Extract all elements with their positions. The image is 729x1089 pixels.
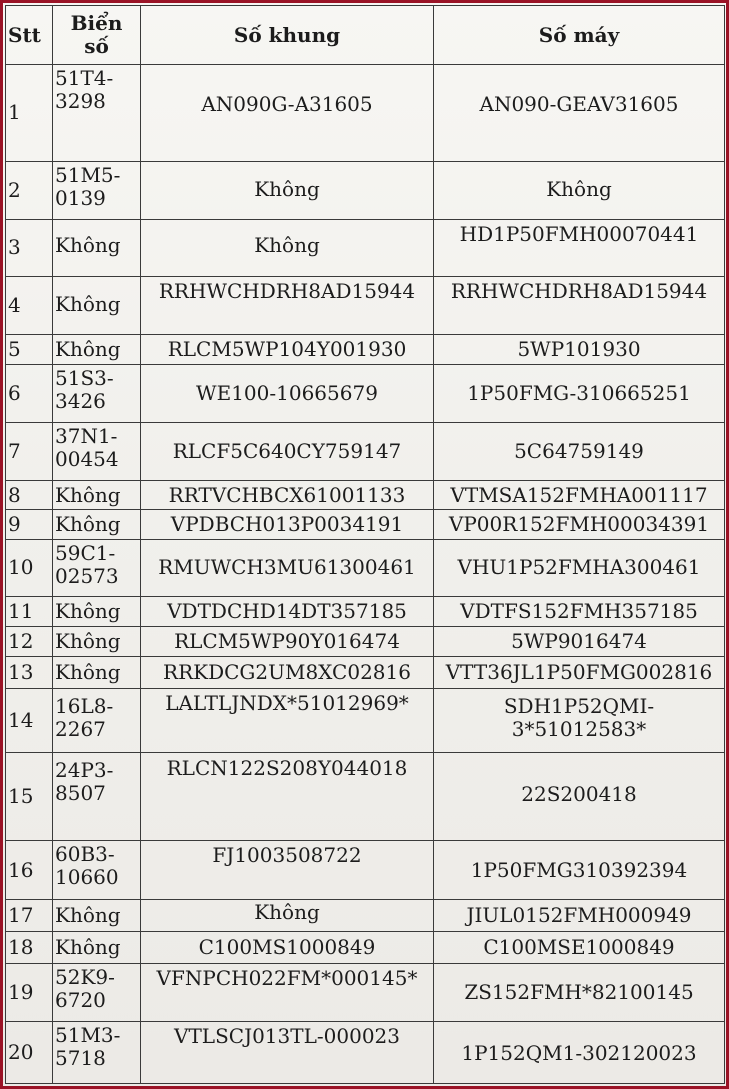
- cell-so-may: HD1P50FMH00070441: [434, 220, 725, 276]
- cell-stt: 14: [6, 688, 53, 753]
- table-row: [6, 220, 725, 276]
- bien-so-line2: 3298: [55, 89, 106, 113]
- cell-so-khung: RRHWCHDRH8AD15944: [141, 276, 434, 334]
- cell-so-khung: VTLSCJ013TL-000023: [141, 1022, 434, 1084]
- header-bien-so: [53, 6, 141, 65]
- cell-bien-so: [53, 481, 141, 510]
- cell-so-khung: Không: [141, 161, 434, 219]
- cell-bien-so: [53, 422, 141, 480]
- table-row: [6, 1022, 725, 1084]
- cell-bien-so: [53, 963, 141, 1021]
- cell-so-may: C100MSE1000849: [434, 931, 725, 963]
- bien-so-line1: 59C1-: [55, 540, 116, 565]
- cell-so-khung: WE100-10665679: [141, 365, 434, 422]
- cell-so-khung: RRKDCG2UM8XC02816: [141, 656, 434, 688]
- cell-bien-so: [53, 365, 141, 422]
- bien-so-line1: Không: [55, 337, 121, 362]
- header-row: [6, 6, 725, 65]
- cell-bien-so: [53, 840, 141, 899]
- cell-stt: 7: [6, 422, 53, 480]
- header-bien-so-line2: số: [84, 34, 109, 58]
- bien-so-line1: Không: [55, 291, 121, 316]
- cell-so-khung: Không: [141, 220, 434, 276]
- bien-so-line2: 10660: [55, 864, 119, 889]
- bien-so-line1: 51S3-: [55, 366, 114, 391]
- cell-stt: 18: [6, 931, 53, 963]
- cell-so-khung: VPDBCH013P0034191: [141, 510, 434, 539]
- cell-bien-so: [53, 688, 141, 753]
- cell-so-khung: VDTDCHD14DT357185: [141, 597, 434, 627]
- cell-so-may: 1P152QM1-302120023: [434, 1022, 725, 1084]
- cell-stt: 19: [6, 963, 53, 1021]
- header-so-khung: Số khung: [141, 6, 434, 65]
- cell-stt: 8: [6, 481, 53, 510]
- cell-bien-so: [53, 627, 141, 656]
- cell-bien-so: [53, 276, 141, 334]
- cell-so-khung: FJ1003508722: [141, 840, 434, 899]
- cell-so-khung: AN090G-A31605: [141, 65, 434, 162]
- cell-bien-so: [53, 510, 141, 539]
- bien-so-line1: Không: [55, 628, 121, 653]
- cell-so-khung: RRTVCHBCX61001133: [141, 481, 434, 510]
- cell-so-may: VTMSA152FMHA001117: [434, 481, 725, 510]
- bien-so-line2: 8507: [55, 781, 106, 806]
- cell-so-khung: RMUWCH3MU61300461: [141, 539, 434, 596]
- table-row: [6, 840, 725, 899]
- table-row: [6, 656, 725, 688]
- cell-stt: 17: [6, 900, 53, 931]
- cell-bien-so: [53, 931, 141, 963]
- cell-stt: 1: [6, 65, 53, 162]
- table-row: [6, 422, 725, 480]
- cell-so-khung: LALTLJNDX*51012969*: [141, 688, 434, 753]
- table-row: [6, 510, 725, 539]
- cell-bien-so: [53, 900, 141, 931]
- cell-stt: 9: [6, 510, 53, 539]
- cell-stt: 6: [6, 365, 53, 422]
- cell-stt: 5: [6, 335, 53, 365]
- bien-so-line1: 51M3-: [55, 1023, 121, 1048]
- cell-stt: 15: [6, 753, 53, 841]
- cell-bien-so: [53, 1022, 141, 1084]
- cell-bien-so: [53, 65, 141, 162]
- table-row: [6, 335, 725, 365]
- cell-bien-so: [53, 335, 141, 365]
- cell-stt: 13: [6, 656, 53, 688]
- cell-stt: 10: [6, 539, 53, 596]
- cell-so-may: 5C64759149: [434, 422, 725, 480]
- cell-so-may: Không: [434, 161, 725, 219]
- bien-so-line1: 51M5-: [55, 162, 121, 187]
- cell-so-may: ZS152FMH*82100145: [434, 963, 725, 1021]
- bien-so-line2: 3426: [55, 389, 106, 414]
- header-so-may: Số máy: [434, 6, 725, 65]
- cell-stt: 12: [6, 627, 53, 656]
- bien-so-line2: 6720: [55, 987, 106, 1012]
- cell-bien-so: [53, 220, 141, 276]
- cell-so-may: RRHWCHDRH8AD15944: [434, 276, 725, 334]
- vehicle-table: [5, 5, 725, 1084]
- cell-so-may: 22S200418: [434, 753, 725, 841]
- cell-so-may: 1P50FMG-310665251: [434, 365, 725, 422]
- cell-so-may: VTT36JL1P50FMG002816: [434, 656, 725, 688]
- table-row: [6, 688, 725, 753]
- table-row: [6, 597, 725, 627]
- cell-so-khung: Không: [141, 900, 434, 931]
- cell-so-may: 1P50FMG310392394: [434, 840, 725, 899]
- header-stt: Stt: [6, 6, 53, 65]
- bien-so-line1: 24P3-: [55, 758, 114, 783]
- cell-so-may: JIUL0152FMH000949: [434, 900, 725, 931]
- cell-stt: 2: [6, 161, 53, 219]
- cell-bien-so: [53, 753, 141, 841]
- cell-so-khung: RLCN122S208Y044018: [141, 753, 434, 841]
- cell-stt: 4: [6, 276, 53, 334]
- cell-so-khung: RLCF5C640CY759147: [141, 422, 434, 480]
- cell-so-may: AN090-GEAV31605: [434, 65, 725, 162]
- bien-so-line1: Không: [55, 903, 121, 928]
- cell-stt: 11: [6, 597, 53, 627]
- table-row: [6, 931, 725, 963]
- cell-so-may: VDTFS152FMH357185: [434, 597, 725, 627]
- table-row: [6, 539, 725, 596]
- bien-so-line1: 16L8-: [55, 693, 114, 718]
- cell-so-may: VHU1P52FMHA300461: [434, 539, 725, 596]
- bien-so-line2: 2267: [55, 716, 106, 741]
- table-row: [6, 276, 725, 334]
- bien-so-line1: 60B3-: [55, 841, 115, 866]
- bien-so-line2: 00454: [55, 446, 119, 471]
- cell-so-khung: VFNPCH022FM*000145*: [141, 963, 434, 1021]
- table-row: [6, 365, 725, 422]
- cell-so-may: SDH1P52QMI-3*51012583*: [434, 688, 725, 753]
- cell-bien-so: [53, 597, 141, 627]
- bien-so-line2: 02573: [55, 563, 119, 588]
- bien-so-line1: 52K9-: [55, 964, 115, 989]
- table-row: [6, 65, 725, 162]
- table-row: [6, 753, 725, 841]
- bien-so-line1: Không: [55, 599, 121, 624]
- cell-so-may: 5WP9016474: [434, 627, 725, 656]
- table-row: [6, 900, 725, 931]
- cell-bien-so: [53, 656, 141, 688]
- cell-so-khung: C100MS1000849: [141, 931, 434, 963]
- bien-so-line1: Không: [55, 482, 121, 507]
- bien-so-line2: 5718: [55, 1046, 106, 1071]
- table-row: [6, 963, 725, 1021]
- cell-stt: 16: [6, 840, 53, 899]
- bien-so-line1: 51T4-: [55, 66, 114, 90]
- bien-so-line1: 37N1-: [55, 423, 118, 448]
- table-row: [6, 481, 725, 510]
- cell-so-may: VP00R152FMH00034391: [434, 510, 725, 539]
- cell-so-may: 5WP101930: [434, 335, 725, 365]
- header-bien-so-line1: Biển: [70, 11, 123, 35]
- cell-bien-so: [53, 539, 141, 596]
- bien-so-line1: Không: [55, 233, 121, 258]
- bien-so-line1: Không: [55, 512, 121, 537]
- cell-so-khung: RLCM5WP90Y016474: [141, 627, 434, 656]
- cell-bien-so: [53, 161, 141, 219]
- table-row: [6, 161, 725, 219]
- bien-so-line2: 0139: [55, 185, 106, 210]
- cell-stt: 20: [6, 1022, 53, 1084]
- table-row: [6, 627, 725, 656]
- cell-so-khung: RLCM5WP104Y001930: [141, 335, 434, 365]
- cell-stt: 3: [6, 220, 53, 276]
- bien-so-line1: Không: [55, 934, 121, 959]
- bien-so-line1: Không: [55, 659, 121, 684]
